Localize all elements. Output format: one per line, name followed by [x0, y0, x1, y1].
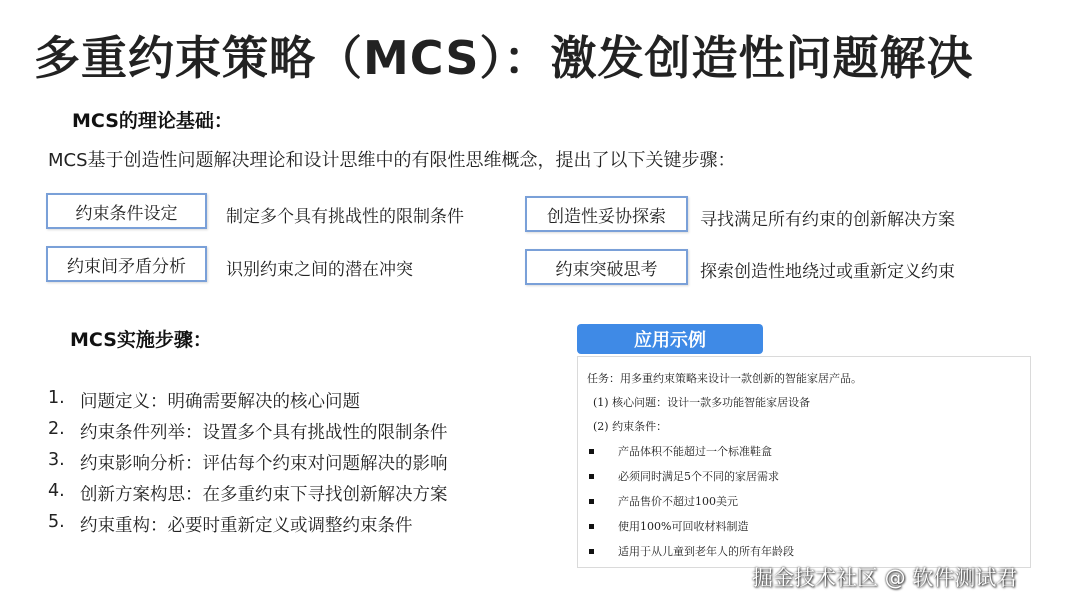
concept-desc-conflict-analysis: 识别约束之间的潜在冲突 — [226, 260, 413, 280]
step-text: 约束影响分析：评估每个约束对问题解决的影响 — [80, 454, 448, 474]
constraint-item: 产品体积不能超过一个标准鞋盒 — [618, 445, 772, 458]
bullet-icon — [589, 449, 594, 454]
constraint-item: 适用于从儿童到老年人的所有年龄段 — [618, 545, 794, 558]
concept-desc-constraint-setting: 制定多个具有挑战性的限制条件 — [226, 207, 464, 227]
constraint-item: 必须同时满足5个不同的家居需求 — [618, 470, 779, 483]
step-number: 4. — [48, 481, 65, 501]
concept-box-constraint-breakthrough: 约束突破思考 — [525, 249, 688, 285]
watermark: 掘金技术社区 @ 软件测试君 — [752, 566, 1018, 590]
example-core-problem: (1) 核心问题：设计一款多功能智能家居设备 — [593, 396, 811, 409]
step-item — [48, 450, 448, 481]
step-text: 约束重构：必要时重新定义或调整约束条件 — [80, 516, 413, 536]
step-item — [48, 419, 448, 450]
bullet-icon — [589, 524, 594, 529]
step-item — [48, 481, 448, 512]
step-text: 创新方案构思：在多重约束下寻找创新解决方案 — [80, 485, 448, 505]
concept-desc-constraint-breakthrough: 探索创造性地绕过或重新定义约束 — [700, 262, 955, 282]
constraint-item: 使用100%可回收材料制造 — [618, 520, 749, 533]
bullet-icon — [589, 549, 594, 554]
concept-box-constraint-setting: 约束条件设定 — [46, 193, 207, 229]
slide-title: 多重约束策略（MCS）：激发创造性问题解决 — [34, 31, 974, 85]
concept-desc-creative-compromise: 寻找满足所有约束的创新解决方案 — [700, 210, 955, 230]
implementation-heading: MCS实施步骤： — [70, 329, 212, 351]
bullet-icon — [589, 474, 594, 479]
step-text: 约束条件列举：设置多个具有挑战性的限制条件 — [80, 423, 448, 443]
example-task: 任务：用多重约束策略来设计一款创新的智能家居产品。 — [587, 372, 862, 385]
bullet-icon — [589, 499, 594, 504]
step-number: 5. — [48, 512, 65, 532]
step-number: 3. — [48, 450, 65, 470]
theory-heading: MCS的理论基础： — [72, 110, 233, 132]
implementation-steps — [48, 388, 448, 543]
concept-box-conflict-analysis: 约束间矛盾分析 — [46, 246, 207, 282]
example-panel — [577, 356, 1031, 568]
concept-box-creative-compromise: 创造性妥协探索 — [525, 196, 688, 232]
constraint-item: 产品售价不超过100美元 — [618, 495, 738, 508]
step-number: 1. — [48, 388, 65, 408]
example-header: 应用示例 — [577, 324, 763, 354]
example-constraints-label: (2) 约束条件： — [593, 420, 668, 433]
theory-intro: MCS基于创造性问题解决理论和设计思维中的有限性思维概念，提出了以下关键步骤： — [48, 150, 736, 171]
step-item — [48, 512, 448, 543]
step-number: 2. — [48, 419, 65, 439]
step-text: 问题定义：明确需要解决的核心问题 — [80, 392, 360, 412]
step-item — [48, 388, 448, 419]
